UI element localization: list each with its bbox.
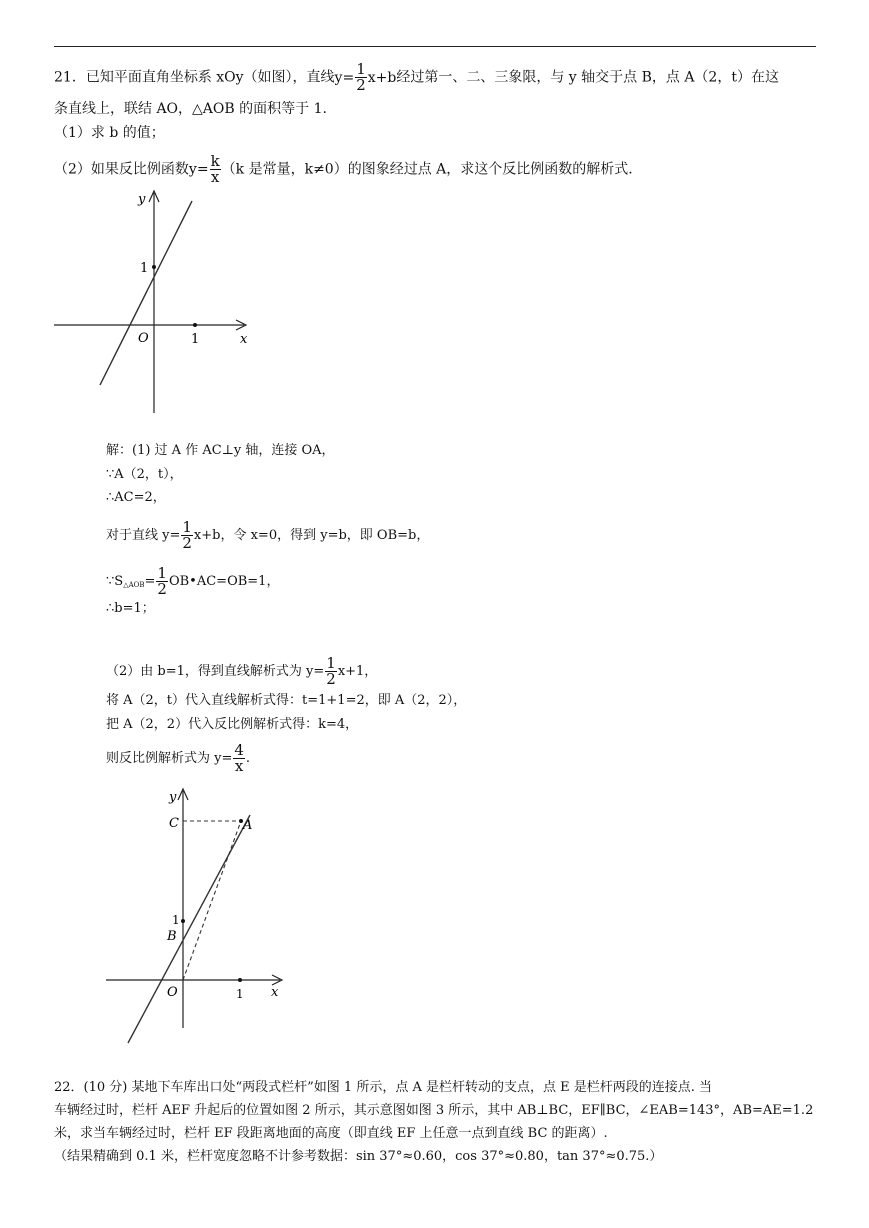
- fraction: [210, 154, 221, 185]
- fraction: [156, 566, 168, 597]
- denominator: 2: [182, 534, 192, 552]
- solution-line4-post: x+b，令 x=0，得到 y=b，即 OB=b，: [193, 528, 430, 543]
- eq-prefix: y=: [334, 69, 355, 86]
- q22-line3: 米，求当车辆经过时，栏杆 EF 段距离地面的高度（即直线 EF 上任意一点到直线 BC 的距离）.: [54, 1126, 608, 1141]
- point-b-label: B: [167, 929, 177, 944]
- solution-line1: 解：(1) 过 A 作 AC⊥y 轴，连接 OA，: [106, 443, 335, 458]
- segment-oa: [183, 821, 241, 980]
- q22-line2: 车辆经过时，栏杆 AEF 升起后的位置如图 2 所示，其示意图如图 3 所示，其中 AB⊥BC，EF∥BC，∠EAB=143°，AB=AE=1.2: [54, 1103, 814, 1118]
- denominator: x: [210, 168, 220, 186]
- numerator: 4: [234, 741, 244, 759]
- numerator: 1: [356, 60, 366, 78]
- fraction: [355, 62, 367, 93]
- point-c-label: C: [169, 816, 179, 831]
- fraction: [325, 656, 337, 687]
- q21-part2-text-b: （k 是常量，k≠0）的图象经过点 A，求这个反比例函数的解析式.: [221, 161, 633, 178]
- y-tick-dot: [152, 265, 156, 269]
- q22-line1: 22．(10 分) 某地下车库出口处“两段式栏杆”如图 1 所示，点 A 是栏杆转动的支点，点 E 是栏杆两段的连接点. 当: [54, 1080, 712, 1095]
- figure2-graph: [100, 785, 290, 1050]
- x-tick-label: 1: [236, 987, 244, 1001]
- y-axis-label: y: [169, 790, 177, 805]
- denominator: 2: [157, 580, 167, 598]
- numerator: k: [210, 152, 220, 170]
- point-a-label: A: [243, 818, 253, 833]
- solution-line5-pre: ∵S: [106, 574, 124, 589]
- origin-label: O: [138, 331, 149, 346]
- solution-line10-pre: 则反比例解析式为 y=: [106, 751, 233, 766]
- solution-line5-post: OB•AC=OB=1，: [168, 574, 280, 589]
- eq-suffix: x+b: [367, 69, 397, 86]
- solution-line5: [106, 566, 279, 597]
- solution-line7-post: x+1，: [337, 664, 378, 679]
- solution-line8: 将 A（2，t）代入直线解析式得：t=1+1=2，即 A（2，2），: [106, 693, 467, 708]
- solution-line10-post: .: [245, 751, 251, 766]
- x-tick-dot: [238, 978, 242, 982]
- origin-label: O: [167, 985, 178, 1000]
- q21-part2: [54, 154, 633, 185]
- solution-line2: ∵A（2，t），: [106, 467, 183, 482]
- solution-line7: [106, 656, 377, 687]
- y-tick-dot: [181, 919, 185, 923]
- solution-line9: 把 A（2，2）代入反比例解析式得：k=4，: [106, 717, 359, 732]
- solution-line10: [106, 743, 250, 774]
- q21-part1: （1）求 b 的值；: [54, 125, 165, 141]
- numerator: 1: [182, 518, 192, 536]
- fraction: [181, 520, 193, 551]
- y-tick-label: 1: [172, 913, 180, 927]
- x-axis-label: x: [240, 332, 248, 347]
- fraction: [233, 743, 245, 774]
- solution-line4-pre: 对于直线 y=: [106, 528, 181, 543]
- denominator: 2: [356, 76, 366, 94]
- q21-text-a: 21．已知平面直角坐标系 xOy（如图），直线: [54, 69, 335, 86]
- q22-line4: （结果精确到 0.1 米，栏杆宽度忽略不计参考数据：sin 37°≈0.60，cos 37°≈0.80，tan 37°≈0.75.）: [54, 1149, 663, 1164]
- solution-line6: ∴b=1；: [106, 601, 155, 616]
- q21-text-b: 经过第一、二、三象限，与 y 轴交于点 B，点 A（2，t）在这: [396, 69, 779, 86]
- y-tick-label: 1: [140, 261, 149, 276]
- numerator: 1: [157, 564, 167, 582]
- q21-line1: [54, 62, 779, 93]
- solution-line3: ∴AC=2，: [106, 490, 166, 505]
- denominator: 2: [326, 670, 336, 688]
- graph-line: [128, 815, 253, 1043]
- equals-sign: =: [144, 574, 156, 589]
- figure1-graph: [50, 185, 260, 420]
- graph-line: [100, 201, 192, 385]
- eq-prefix: y=: [188, 161, 209, 178]
- triangle-subscript: △AOB: [123, 581, 145, 589]
- solution-line4: [106, 520, 429, 551]
- solution-line7-pre: （2）由 b=1，得到直线解析式为 y=: [106, 664, 325, 679]
- x-axis-label: x: [271, 985, 279, 1000]
- q21-line-equation: [334, 60, 397, 94]
- numerator: 1: [326, 654, 336, 672]
- x-tick-dot: [193, 323, 197, 327]
- denominator: x: [234, 757, 244, 775]
- x-tick-label: 1: [191, 332, 200, 347]
- y-axis-label: y: [138, 192, 146, 207]
- top-rule: [54, 46, 816, 47]
- q21-line2: 条直线上，联结 AO，△AOB 的面积等于 1.: [54, 101, 327, 117]
- q21-part2-text-a: （2）如果反比例函数: [54, 161, 189, 178]
